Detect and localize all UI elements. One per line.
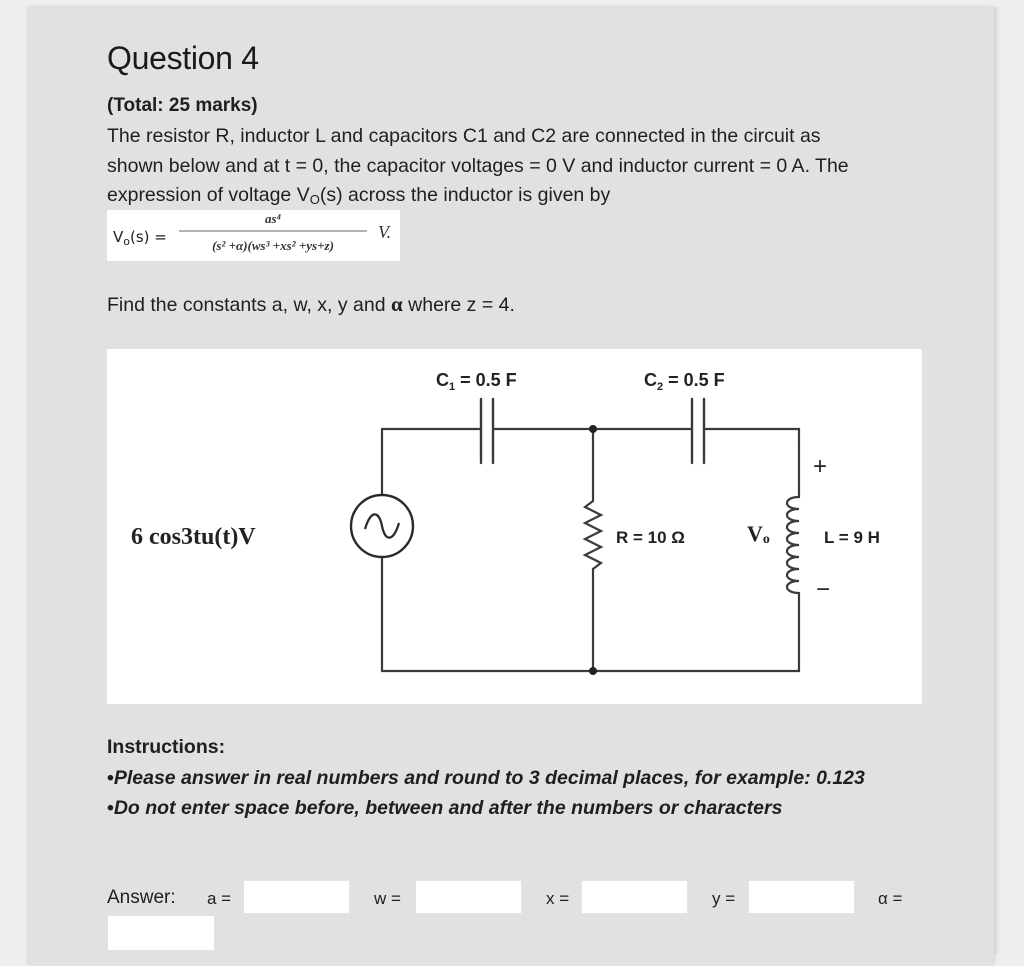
find-a: Find the constants a, w, x, y and xyxy=(107,294,391,316)
answer-label: Answer: xyxy=(107,887,176,908)
formula-lhs-sub: o xyxy=(123,235,130,248)
question-title: Question 4 xyxy=(107,40,259,76)
find-b: where z = 4. xyxy=(402,294,515,316)
formula-numerator: as⁴ xyxy=(264,211,282,226)
r-label: R = 10 Ω xyxy=(616,528,685,547)
circuit-diagram xyxy=(107,349,922,704)
c2-label-a: C xyxy=(644,370,657,390)
instruction-text-1: Please answer in real numbers and round to 3 decimal places, for example: 0.123 xyxy=(113,767,865,789)
a-input[interactable] xyxy=(243,880,350,914)
svg-text:Vo(s) = xyxy=(113,228,167,248)
formula-denominator: (s² +α)(ws³ +xs² +ys+z) xyxy=(212,238,334,253)
formula-svg xyxy=(107,210,400,261)
x-input[interactable] xyxy=(581,880,688,914)
c1-sub: 1 xyxy=(449,381,456,393)
l-label: L = 9 H xyxy=(824,528,880,547)
svg-text:C1 = 0.5 F xyxy=(436,370,517,393)
plus-sign: + xyxy=(813,453,828,480)
c1-label-b: = 0.5 F xyxy=(455,370,517,390)
find-constants-text xyxy=(107,292,515,317)
bullet-2: • xyxy=(107,796,114,819)
question-text xyxy=(107,122,937,215)
y-input[interactable] xyxy=(748,880,855,914)
w-input[interactable] xyxy=(415,880,522,914)
y-label: y = xyxy=(712,889,736,908)
junction-top xyxy=(589,425,597,433)
instruction-item-2 xyxy=(107,794,907,824)
line3-sub: O xyxy=(309,192,320,207)
c1-plates xyxy=(481,399,493,463)
question-text-line-2: shown below and at t = 0, the capacitor voltages = 0 V and inductor current = 0 A. The xyxy=(107,154,849,177)
formula-lhs-rest: (s) = xyxy=(130,228,167,246)
a-label: a = xyxy=(207,889,232,908)
circuit-svg xyxy=(107,349,922,704)
voltage-formula xyxy=(107,210,400,261)
wire-top-3 xyxy=(704,429,799,445)
card-shadow xyxy=(994,6,1002,954)
line3-a: expression of voltage V xyxy=(107,184,310,206)
x-label: x = xyxy=(546,889,570,908)
minus-sign: − xyxy=(816,576,831,603)
junction-bottom xyxy=(589,667,597,675)
find-alpha: α xyxy=(391,292,403,316)
formula-lhs-v: V xyxy=(113,228,124,246)
instructions-list xyxy=(107,764,907,823)
source-label: 6 cos3tu(t)V xyxy=(131,524,256,550)
svg-text:Vo xyxy=(747,521,770,547)
line3-b: (s) across the inductor is given by xyxy=(319,184,611,206)
c1-label-a: C xyxy=(436,370,449,390)
vo-sub: o xyxy=(762,532,770,547)
c2-label-b: = 0.5 F xyxy=(663,370,725,390)
formula-unit: V. xyxy=(378,222,392,242)
c2-sub: 2 xyxy=(657,381,664,393)
inductor-coil xyxy=(787,497,799,593)
svg-text:C2 = 0.5 F xyxy=(644,370,725,393)
total-marks: (Total: 25 marks) xyxy=(107,95,258,116)
instruction-item-1 xyxy=(107,764,907,794)
bullet-1: • xyxy=(107,767,114,789)
c2-plates xyxy=(692,399,704,463)
instruction-text-2: Do not enter space before, between and after the numbers or characters xyxy=(113,796,783,819)
instructions-title: Instructions: xyxy=(107,736,226,758)
vo-v: V xyxy=(747,521,763,546)
alpha-input[interactable] xyxy=(107,915,215,951)
w-label: w = xyxy=(374,889,401,908)
resistor-zigzag xyxy=(585,501,601,569)
question-text-line-1: The resistor R, inductor L and capacitors C1 and C2 are connected in the circuit as xyxy=(107,125,821,147)
alpha-label: α = xyxy=(878,889,903,908)
